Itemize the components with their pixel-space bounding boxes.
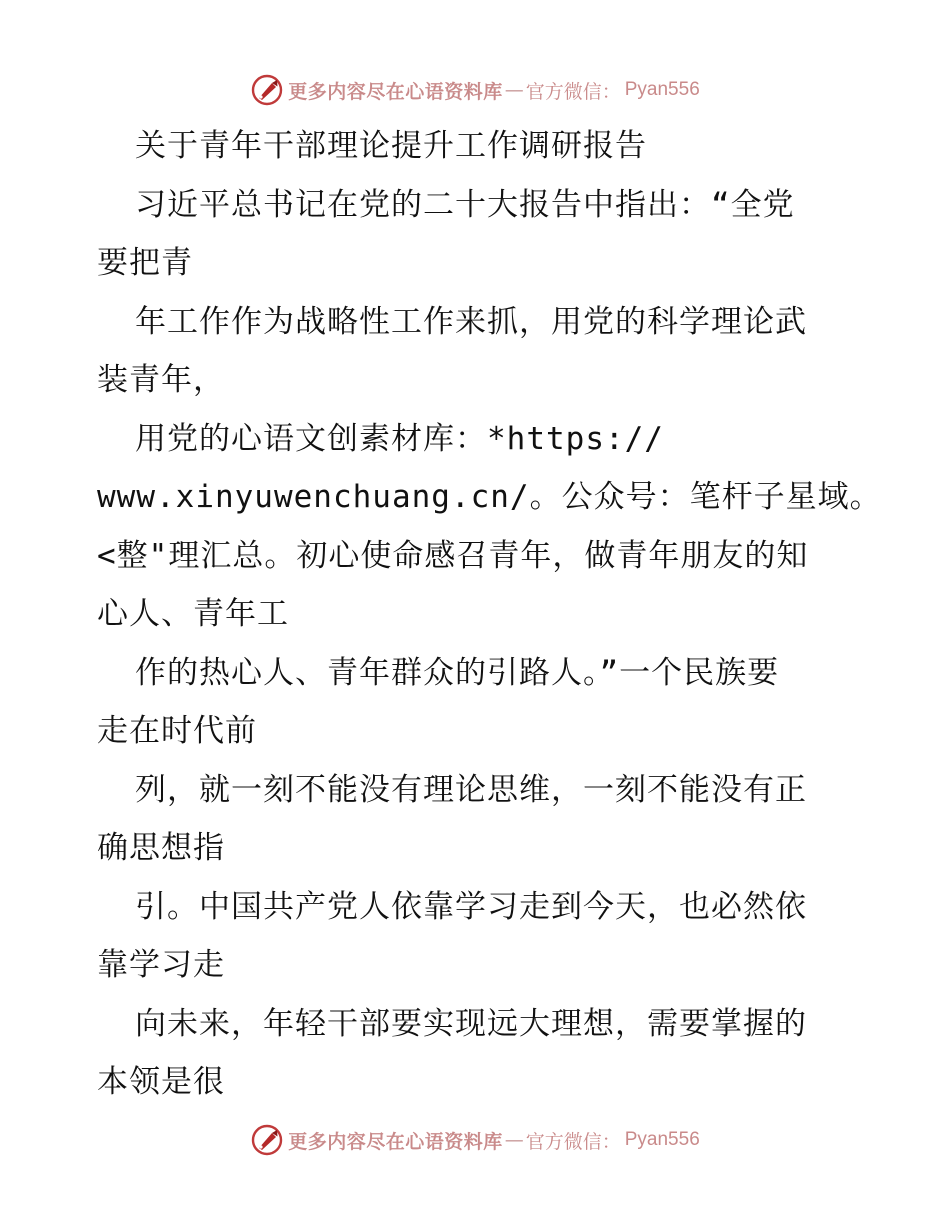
- pen-nib-circle-icon: [250, 1123, 284, 1157]
- banner-wechat-label: 官方微信：: [525, 80, 621, 103]
- footer-watermark-banner: [0, 1120, 950, 1160]
- banner-wechat-label: 官方微信：: [525, 1130, 621, 1153]
- text-line: 习近平总书记在党的二十大报告中指出：“全党: [135, 186, 795, 223]
- text-line: 装青年，: [97, 362, 225, 398]
- text-line: 引。中国共产党人依靠学习走到今天，也必然依: [135, 888, 807, 925]
- text-line: 要把青: [97, 245, 193, 281]
- text-line: 确思想指: [97, 830, 225, 866]
- text-line: 走在时代前: [97, 713, 257, 749]
- banner-separator: —: [504, 79, 524, 101]
- document-body: [97, 117, 882, 1112]
- text-line: 本领是很: [97, 1064, 225, 1100]
- text-line: 靠学习走: [97, 947, 225, 983]
- banner-wechat-id: Pyan556: [624, 79, 700, 100]
- text-line: 年工作作为战略性工作来抓，用党的科学理论武: [135, 303, 807, 340]
- text-line: 向未来，年轻干部要实现远大理想，需要掌握的: [135, 1005, 807, 1042]
- banner-separator: —: [504, 1129, 524, 1151]
- pen-nib-circle-icon: [250, 73, 284, 107]
- banner-wechat-id: Pyan556: [624, 1129, 700, 1150]
- text-line: 用党的心语文创素材库：*https://: [135, 420, 664, 457]
- text-line-url: www.xinyuwenchuang.cn/。公众号：笔杆子星域。: [97, 479, 882, 515]
- banner-brand-text: 更多内容尽在心语资料库: [288, 1130, 503, 1153]
- document-title: 关于青年干部理论提升工作调研报告: [135, 128, 647, 164]
- text-line: <整"理汇总。初心使命感召青年，做青年朋友的知: [97, 537, 809, 574]
- text-line: 列，就一刻不能没有理论思维，一刻不能没有正: [135, 771, 807, 808]
- text-line: 作的热心人、青年群众的引路人。”一个民族要: [135, 654, 780, 691]
- banner-brand-text: 更多内容尽在心语资料库: [288, 80, 503, 103]
- header-watermark-banner: [0, 70, 950, 110]
- text-line: 心人、青年工: [97, 596, 289, 632]
